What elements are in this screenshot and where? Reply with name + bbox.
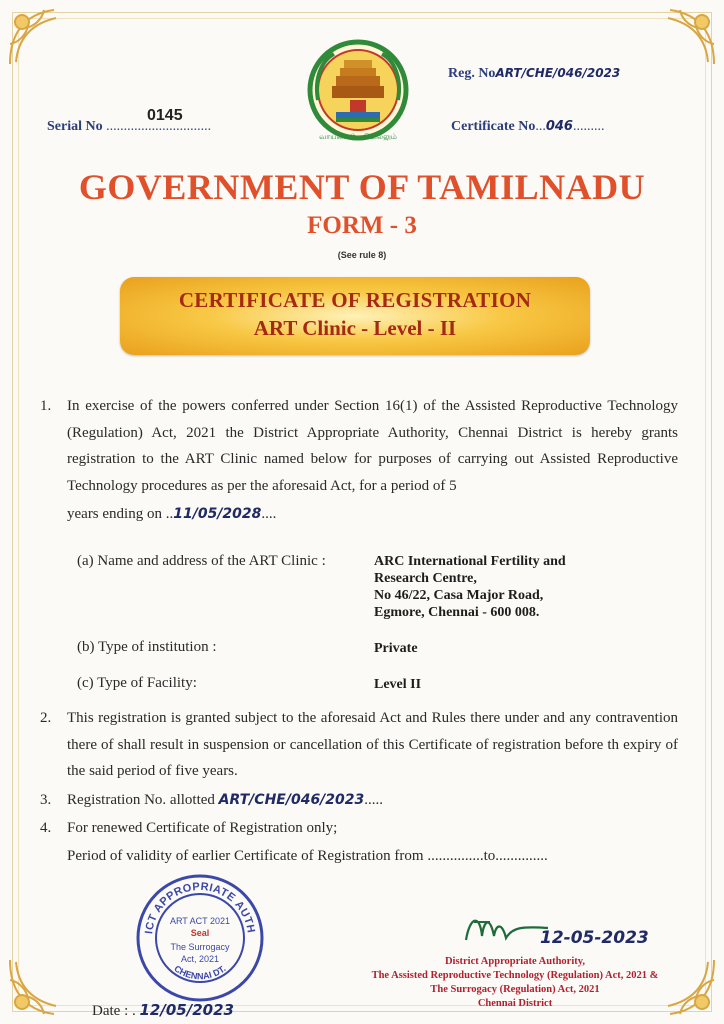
signature-date: 12-05-2023 [540, 928, 649, 948]
clinic-address-line: Research Centre, [374, 571, 477, 586]
signatory-line: The Surrogacy (Regulation) Act, 2021 [430, 984, 600, 995]
stamp-line-2: Seal [190, 928, 210, 938]
banner-line-1: CERTIFICATE OF REGISTRATION [178, 288, 532, 312]
date-label: Date : [92, 1003, 129, 1019]
facility-type-label: (c) Type of Facility: [77, 675, 197, 691]
stamp-line-4: Act, 2021 [180, 954, 220, 964]
serial-number: 0145 [147, 107, 183, 124]
authority-seal-stamp [134, 872, 266, 1004]
signatory-line: The Assisted Reproductive Technology (Regulation) Act, 2021 & [371, 970, 659, 981]
clinic-name-label: (a) Name and address of the ART Clinic : [77, 553, 326, 569]
clause-3-row: Registration No. allotted ART/CHE/046/2023..... [67, 792, 384, 808]
reg-label-row [448, 66, 620, 82]
clinic-address-line: No 46/22, Casa Major Road, [374, 588, 544, 603]
signature-icon [460, 906, 550, 954]
stamp-bottom-text: CHENNAI DT. [172, 963, 228, 982]
government-title: GOVERNMENT OF TAMILNADU [78, 167, 646, 207]
clinic-address-line: ARC International Fertility and [374, 554, 566, 569]
signatory-block [330, 955, 700, 1011]
date-value: 12/05/2023 [139, 1001, 234, 1019]
clause-4-line-2: Period of validity of earlier Certificate of Registration from ...............to.............. [67, 848, 548, 864]
signatory-line: Chennai District [477, 998, 553, 1009]
registration-allotted-value: ART/CHE/046/2023 [218, 792, 365, 808]
previous-validity-to: to [483, 848, 496, 864]
reg-value: ART/CHE/046/2023 [495, 66, 621, 80]
certificate-label-row: Certificate No...046......... [451, 119, 605, 134]
registration-allotted-label: Registration No. allotted [67, 792, 215, 808]
date-row: Date : . 12/05/2023 [92, 1001, 234, 1019]
emblem-motto: வாய்மையே வெல்லும் [319, 132, 397, 141]
clause-1-number: 1. [40, 398, 52, 414]
clause-4-line-1: For renewed Certificate of Registration only; [67, 820, 338, 836]
clause-2-text: This registration is granted subject to the aforesaid Act and Rules there under and any contravention there of shall result in suspension or cancellation of this Certificate of registration before th expiry of the said period of five years. [67, 710, 678, 779]
end-date-value: 11/05/2028 [173, 506, 262, 522]
clinic-address [374, 553, 566, 621]
corner-ornament-icon [650, 4, 720, 74]
rule-reference: (See rule 8) [337, 250, 387, 260]
certificate-label: Certificate No [451, 119, 536, 134]
clause-1-end-row: years ending on ..11/05/2028.... [67, 506, 277, 522]
form-title: FORM - 3 [307, 212, 417, 239]
clinic-address-line: Egmore, Chennai - 600 008. [374, 605, 540, 620]
clause-3-number: 3. [40, 792, 52, 808]
corner-ornament-icon [4, 950, 74, 1020]
stamp-line-3: The Surrogacy [170, 942, 230, 952]
certificate-value: 046 [545, 119, 573, 134]
previous-validity-label: Period of validity of earlier Certificate of Registration from [67, 848, 424, 864]
corner-ornament-icon [4, 4, 74, 74]
banner-line-2: ART Clinic - Level - II [253, 316, 457, 340]
end-date-label: years ending on [67, 506, 162, 522]
institution-type-value: Private [374, 641, 418, 656]
clause-1-text: In exercise of the powers conferred under Section 16(1) of the Assisted Reproductive Technology (Regulation) Act, 2021 the District Appropriate Authority, Chennai District is hereby grants registration to the ART Clinic named below for purposes of carrying out Assisted Reproductive Technology procedures as per the aforesaid Act, for a period of 5 [67, 398, 678, 494]
serial-label: Serial No [47, 119, 103, 134]
stamp-line-1: ART ACT 2021 [169, 916, 231, 926]
stamp-ring-text: ICT APPROPRIATE AUTH [143, 880, 257, 935]
signatory-line: District Appropriate Authority, [444, 956, 586, 967]
clause-2-number: 2. [40, 710, 52, 726]
serial-label-row [47, 119, 211, 135]
clause-4-number: 4. [40, 820, 52, 836]
reg-label: Reg. No [448, 66, 496, 81]
facility-type-value: Level II [374, 677, 422, 692]
serial-dots: .............................. [106, 119, 212, 134]
institution-type-label: (b) Type of institution : [77, 639, 217, 655]
